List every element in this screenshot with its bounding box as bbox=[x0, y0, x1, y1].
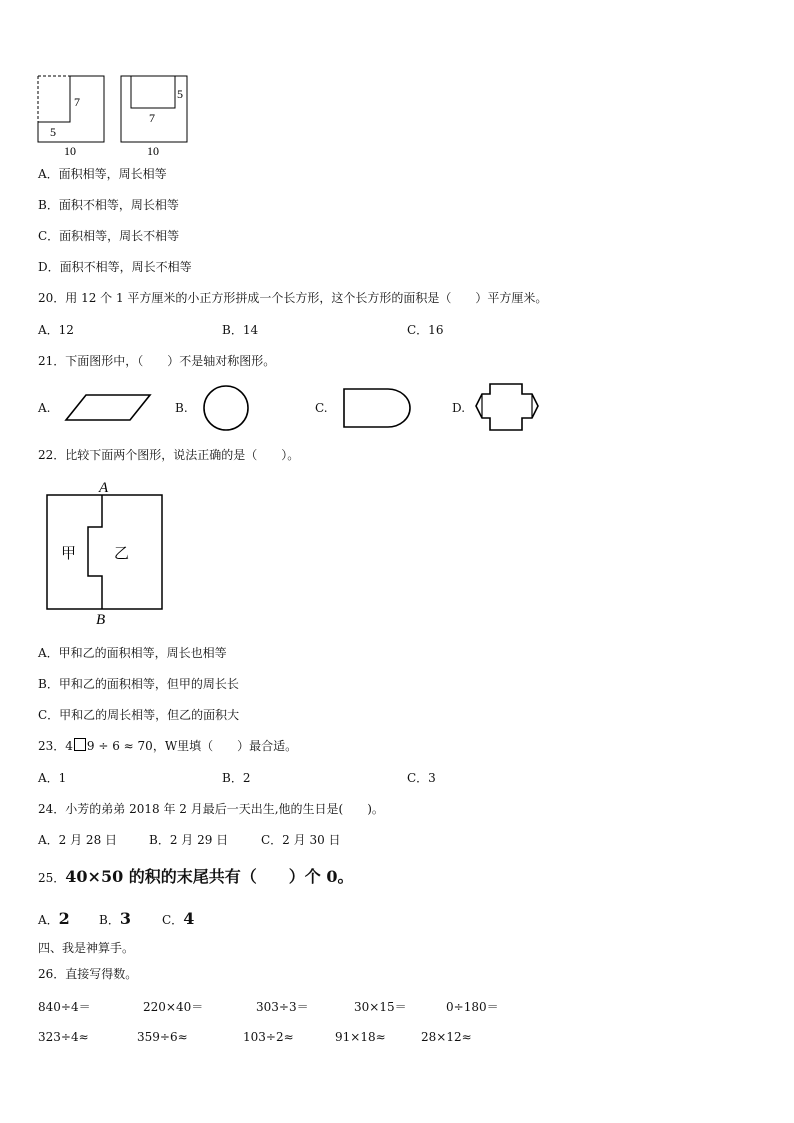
q25-option-c-value: 4 bbox=[183, 909, 195, 928]
q20-option-b[interactable]: B．14 bbox=[222, 323, 259, 337]
q25-option-b-value: 3 bbox=[119, 909, 131, 928]
calc-item: 28×12≈ bbox=[421, 1030, 472, 1044]
fig-label-jia: 甲 bbox=[61, 546, 77, 562]
q20-option-a[interactable]: A．12 bbox=[38, 323, 74, 337]
fig-label-b: B bbox=[96, 612, 106, 628]
fig1-label-7: 7 bbox=[74, 95, 80, 109]
q25-option-c-letter: C． bbox=[162, 913, 184, 927]
q23-option-b[interactable]: B．2 bbox=[222, 771, 251, 785]
q20-option-c[interactable]: C．16 bbox=[407, 323, 444, 337]
section-title: 四、我是神算手。 bbox=[38, 941, 135, 955]
calc-item: 323÷4≈ bbox=[38, 1030, 89, 1044]
q25-option-b-letter: B． bbox=[99, 913, 120, 927]
calc-item: 0÷180＝ bbox=[446, 1000, 499, 1014]
circle-shape bbox=[200, 384, 252, 432]
fig2-label-10: 10 bbox=[147, 144, 159, 158]
q23-option-a[interactable]: A．1 bbox=[38, 771, 67, 785]
q23-text-after: 9 ÷ 6 ≈ 70，W里填（ ）最合适。 bbox=[86, 739, 298, 753]
q24-question: 24．小芳的弟弟 2018 年 2 月最后一天出生,他的生日是( )。 bbox=[38, 802, 384, 816]
q25-option-b[interactable] bbox=[99, 909, 131, 930]
q24-option-a[interactable]: A．2 月 28 日 bbox=[38, 833, 118, 847]
q22-option-b[interactable]: B．甲和乙的面积相等，但甲的周长长 bbox=[38, 677, 239, 691]
fig1-label-5: 5 bbox=[50, 125, 56, 139]
calc-item: 303÷3＝ bbox=[256, 1000, 309, 1014]
q21-question: 21．下面图形中，（ ）不是轴对称图形。 bbox=[38, 354, 276, 368]
parallelogram-shape bbox=[64, 392, 154, 424]
calc-item: 840÷4＝ bbox=[38, 1000, 91, 1014]
q19-option-d[interactable]: D．面积不相等，周长不相等 bbox=[38, 260, 192, 274]
q25-question bbox=[38, 867, 354, 888]
q23-question bbox=[38, 738, 297, 754]
fig2-label-7: 7 bbox=[149, 111, 155, 125]
q25-text: 40×50 的积的末尾共有（ ）个 0。 bbox=[65, 867, 354, 886]
q19-figure-2 bbox=[119, 74, 191, 158]
q25-option-c[interactable] bbox=[162, 909, 194, 930]
fig2-label-5: 5 bbox=[177, 87, 183, 101]
q21-option-b-label[interactable]: B. bbox=[175, 401, 188, 415]
arrow-cross-shape bbox=[474, 382, 540, 434]
q19-figure-1 bbox=[36, 74, 108, 158]
q25-option-a-letter: A． bbox=[38, 913, 59, 927]
fig1-label-10: 10 bbox=[64, 144, 76, 158]
q25-option-a-value: 2 bbox=[58, 909, 70, 928]
q19-option-c[interactable]: C．面积相等，周长不相等 bbox=[38, 229, 180, 243]
bullet-shape bbox=[342, 387, 412, 429]
q23-option-c[interactable]: C．3 bbox=[407, 771, 436, 785]
q26-question: 26．直接写得数。 bbox=[38, 967, 138, 981]
answer-box[interactable] bbox=[74, 738, 86, 751]
q21-option-c-label[interactable]: C. bbox=[315, 401, 328, 415]
calc-item: 220×40＝ bbox=[143, 1000, 204, 1014]
q22-question: 22．比较下面两个图形，说法正确的是（ ）。 bbox=[38, 448, 300, 462]
q20-question: 20．用 12 个 1 平方厘米的小正方形拼成一个长方形，这个长方形的面积是（ ）平方厘米。 bbox=[38, 291, 548, 305]
q21-option-a-label[interactable]: A. bbox=[38, 401, 51, 415]
q24-option-b[interactable]: B．2 月 29 日 bbox=[149, 833, 229, 847]
calc-item: 359÷6≈ bbox=[137, 1030, 188, 1044]
fig-label-a: A bbox=[99, 480, 109, 496]
calc-item: 91×18≈ bbox=[335, 1030, 386, 1044]
q22-figure bbox=[44, 476, 166, 628]
q21-option-d-label[interactable]: D. bbox=[452, 401, 466, 415]
q22-option-a[interactable]: A．甲和乙的面积相等，周长也相等 bbox=[38, 646, 227, 660]
calc-item: 103÷2≈ bbox=[243, 1030, 294, 1044]
fig-label-yi: 乙 bbox=[114, 546, 130, 562]
q24-option-c[interactable]: C．2 月 30 日 bbox=[261, 833, 341, 847]
q25-option-a[interactable] bbox=[38, 909, 70, 930]
q25-number: 25． bbox=[38, 871, 66, 885]
q22-option-c[interactable]: C．甲和乙的周长相等，但乙的面积大 bbox=[38, 708, 240, 722]
q19-option-b[interactable]: B．面积不相等，周长相等 bbox=[38, 198, 179, 212]
q19-option-a[interactable]: A．面积相等，周长相等 bbox=[38, 167, 167, 181]
calc-item: 30×15＝ bbox=[354, 1000, 407, 1014]
q23-text-before: 23．4 bbox=[38, 739, 73, 753]
